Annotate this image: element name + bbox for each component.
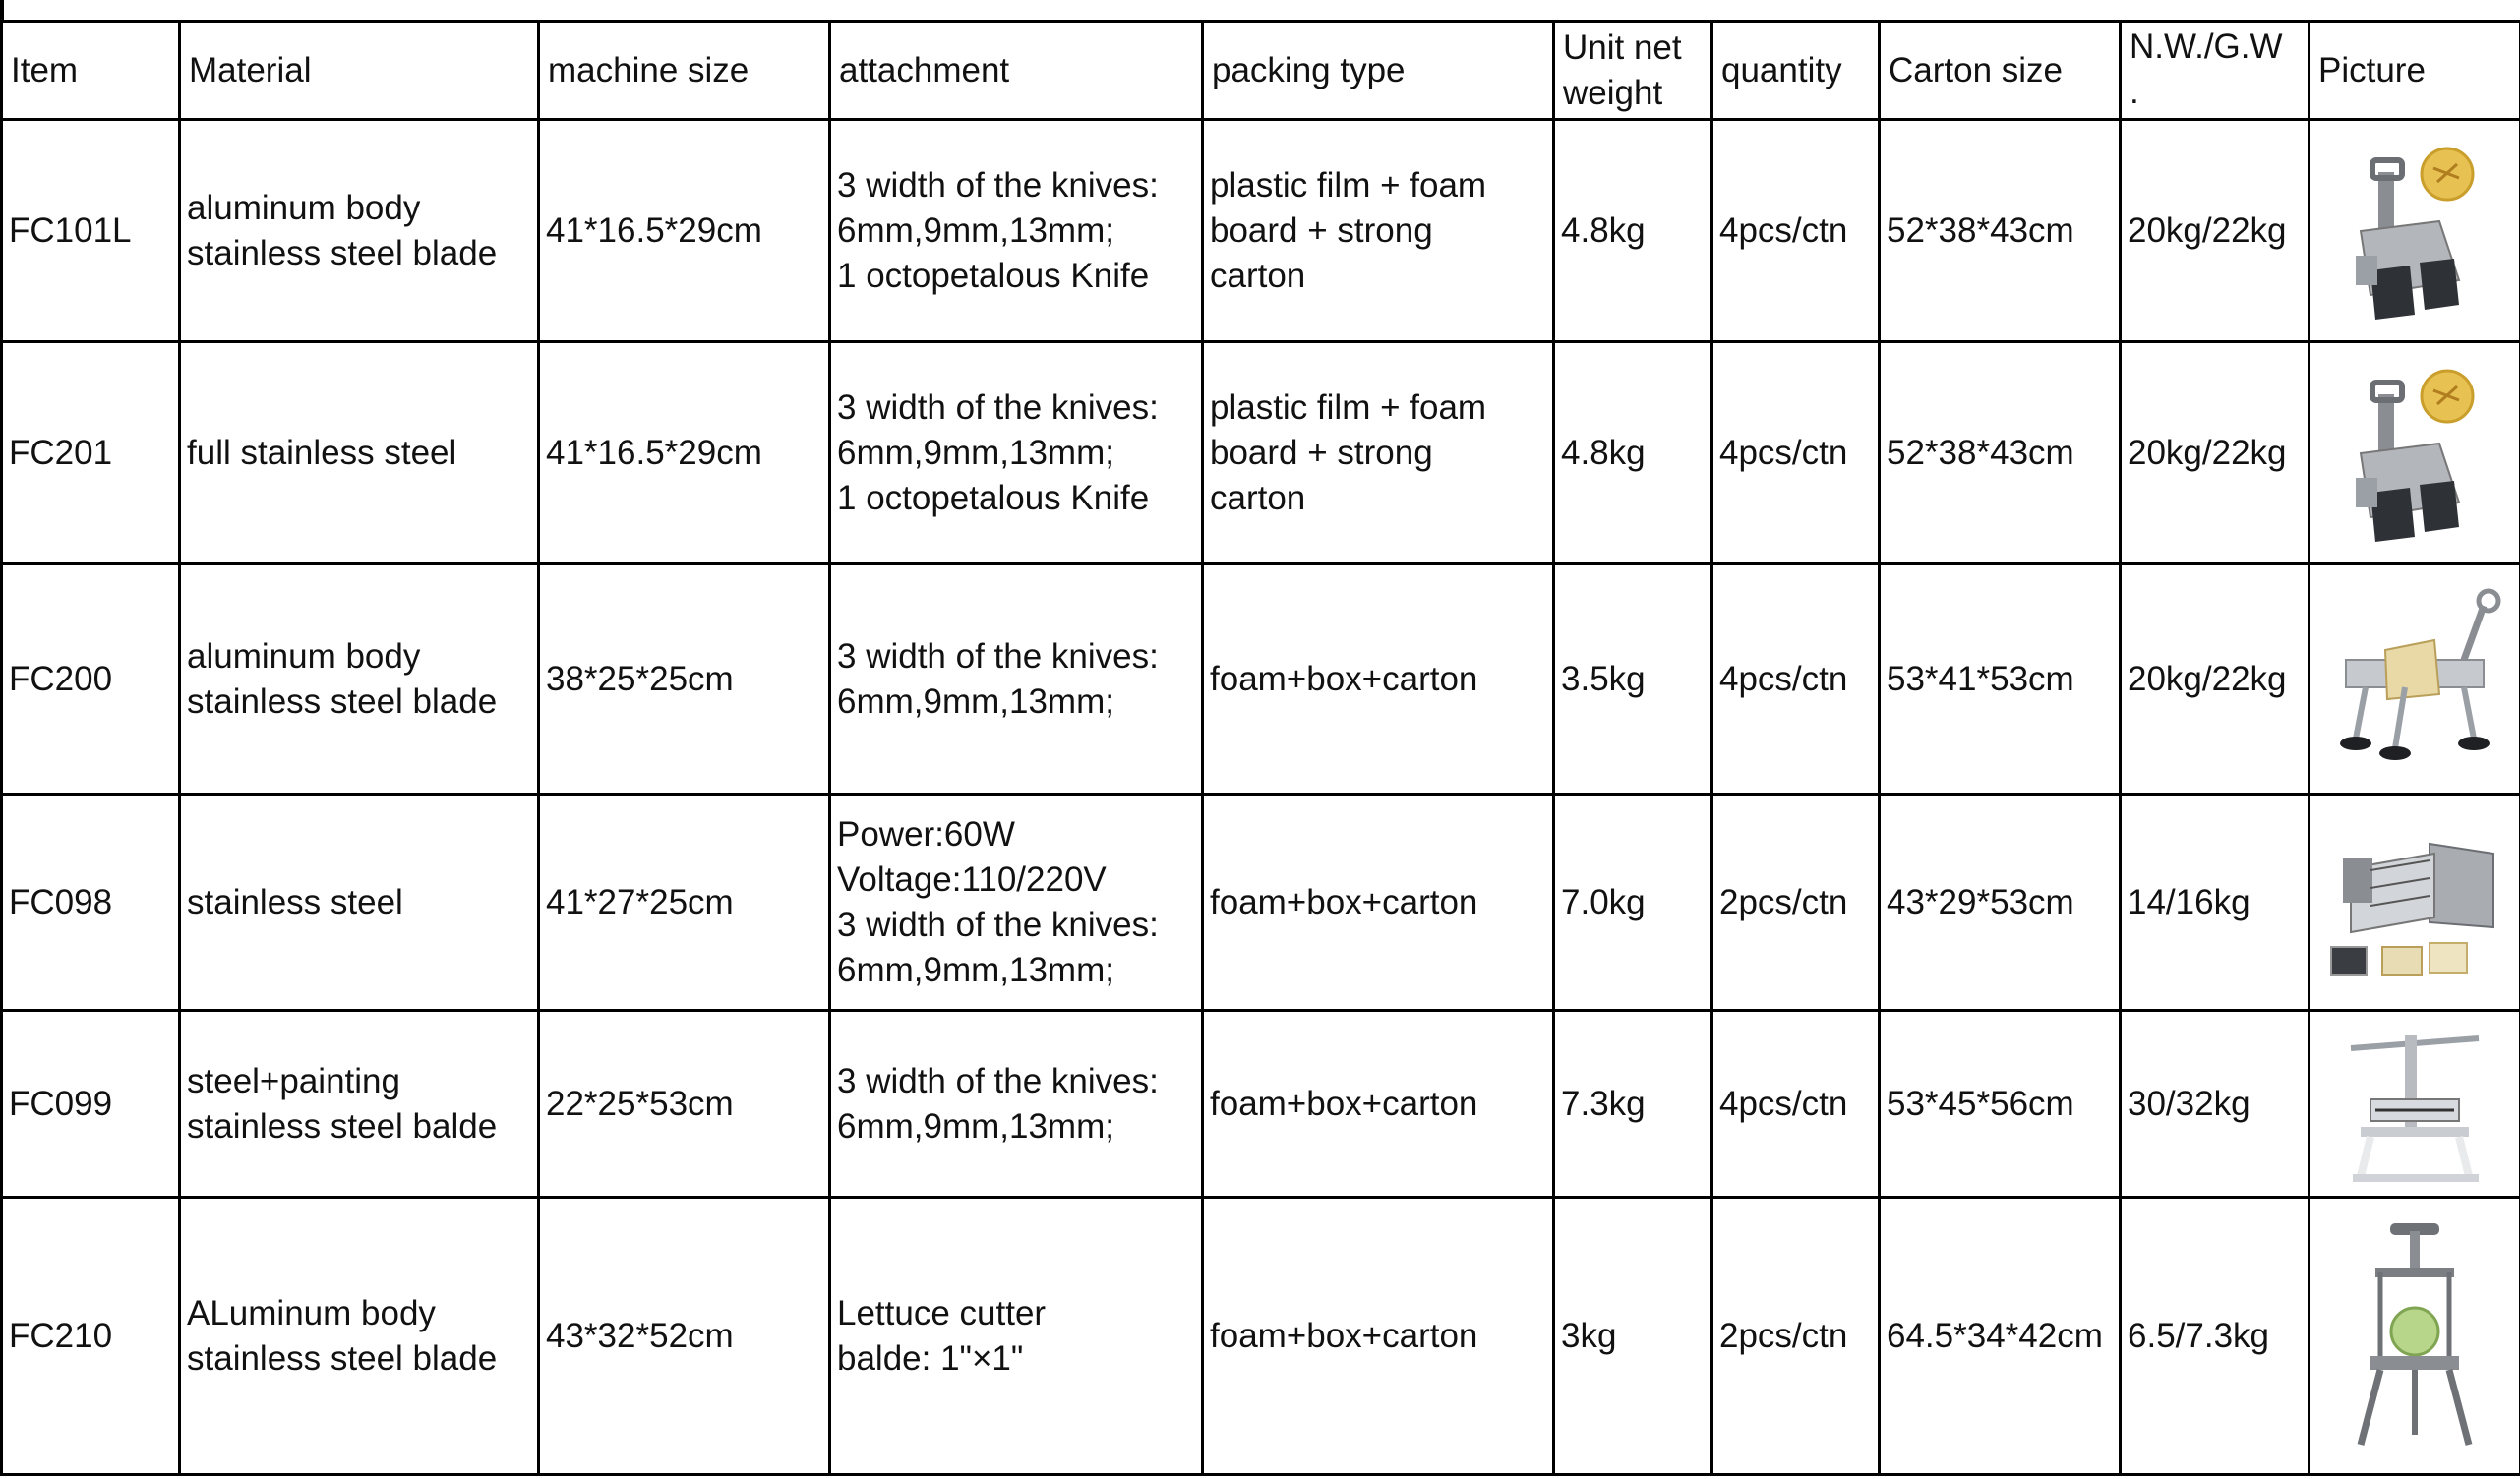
cell-attachment: 3 width of the knives: 6mm,9mm,13mm; 1 octopetalous Knife: [830, 120, 1203, 342]
table-row: [2, 120, 2520, 342]
cell-item: FC098: [2, 795, 180, 1011]
cell-quantity: 2pcs/ctn: [1712, 1198, 1880, 1475]
table-row: [2, 342, 2520, 564]
header-quantity: quantity: [1712, 22, 1880, 120]
cell-carton-size: 53*41*53cm: [1880, 564, 2121, 795]
cell-unit-net-weight: 4.8kg: [1554, 342, 1712, 564]
cell-quantity: 4pcs/ctn: [1712, 1011, 1880, 1198]
header-material: Material: [180, 22, 539, 120]
cell-packing-type: foam+box+carton: [1203, 564, 1554, 795]
header-picture: Picture: [2310, 22, 2520, 120]
cell-attachment: 3 width of the knives: 6mm,9mm,13mm; 1 octopetalous Knife: [830, 342, 1203, 564]
cell-packing-type: foam+box+carton: [1203, 1198, 1554, 1475]
cell-picture: [2310, 342, 2520, 564]
cell-packing-type: plastic film + foam board + strong carton: [1203, 120, 1554, 342]
header-nw-gw: N.W./G.W .: [2121, 22, 2310, 120]
vertical-fry-cutter-icon: [2331, 1021, 2498, 1188]
cell-carton-size: 43*29*53cm: [1880, 795, 2121, 1011]
horizontal-fry-cutter-icon: [2326, 581, 2503, 778]
cell-material: full stainless steel: [180, 342, 539, 564]
cell-packing-type: plastic film + foam board + strong carton: [1203, 342, 1554, 564]
cell-material: steel+painting stainless steel balde: [180, 1011, 539, 1198]
fry-cutter-with-fries-icon: [2331, 133, 2498, 329]
cell-carton-size: 52*38*43cm: [1880, 120, 2121, 342]
table-row: [2, 795, 2520, 1011]
table-row: [2, 564, 2520, 795]
cell-machine-size: 38*25*25cm: [539, 564, 830, 795]
cell-carton-size: 52*38*43cm: [1880, 342, 2121, 564]
cell-quantity: 4pcs/ctn: [1712, 120, 1880, 342]
cell-nw-gw: 20kg/22kg: [2121, 120, 2310, 342]
cell-nw-gw: 14/16kg: [2121, 795, 2310, 1011]
cell-unit-net-weight: 3kg: [1554, 1198, 1712, 1475]
cell-attachment: Lettuce cutter balde: 1"×1": [830, 1198, 1203, 1475]
cell-unit-net-weight: 7.3kg: [1554, 1011, 1712, 1198]
cell-item: FC099: [2, 1011, 180, 1198]
cell-picture: [2310, 564, 2520, 795]
cell-carton-size: 64.5*34*42cm: [1880, 1198, 2121, 1475]
cell-picture: [2310, 120, 2520, 342]
page-top-rule: [0, 0, 4, 22]
electric-fry-cutter-icon: [2321, 809, 2508, 996]
cell-packing-type: foam+box+carton: [1203, 795, 1554, 1011]
cell-machine-size: 41*16.5*29cm: [539, 342, 830, 564]
cell-machine-size: 43*32*52cm: [539, 1198, 830, 1475]
cell-material: aluminum body stainless steel blade: [180, 564, 539, 795]
cell-attachment: 3 width of the knives: 6mm,9mm,13mm;: [830, 1011, 1203, 1198]
cell-machine-size: 22*25*53cm: [539, 1011, 830, 1198]
lettuce-cutter-icon: [2341, 1213, 2489, 1459]
header-carton-size: Carton size: [1880, 22, 2121, 120]
product-spec-table: [0, 20, 2520, 1476]
table-row: [2, 1198, 2520, 1475]
fry-cutter-with-fries-icon: [2331, 355, 2498, 552]
cell-picture: [2310, 1011, 2520, 1198]
cell-material: aluminum body stainless steel blade: [180, 120, 539, 342]
cell-attachment: Power:60W Voltage:110/220V 3 width of the knives: 6mm,9mm,13mm;: [830, 795, 1203, 1011]
cell-item: FC101L: [2, 120, 180, 342]
cell-material: stainless steel: [180, 795, 539, 1011]
cell-carton-size: 53*45*56cm: [1880, 1011, 2121, 1198]
table-row: [2, 1011, 2520, 1198]
header-unit-net-weight: Unit net weight: [1554, 22, 1712, 120]
cell-material: ALuminum body stainless steel blade: [180, 1198, 539, 1475]
cell-machine-size: 41*27*25cm: [539, 795, 830, 1011]
cell-quantity: 2pcs/ctn: [1712, 795, 1880, 1011]
cell-nw-gw: 6.5/7.3kg: [2121, 1198, 2310, 1475]
cell-item: FC200: [2, 564, 180, 795]
header-item: Item: [2, 22, 180, 120]
header-attachment: attachment: [830, 22, 1203, 120]
cell-item: FC201: [2, 342, 180, 564]
cell-nw-gw: 30/32kg: [2121, 1011, 2310, 1198]
cell-nw-gw: 20kg/22kg: [2121, 564, 2310, 795]
cell-nw-gw: 20kg/22kg: [2121, 342, 2310, 564]
header-packing-type: packing type: [1203, 22, 1554, 120]
cell-attachment: 3 width of the knives: 6mm,9mm,13mm;: [830, 564, 1203, 795]
cell-item: FC210: [2, 1198, 180, 1475]
cell-packing-type: foam+box+carton: [1203, 1011, 1554, 1198]
cell-quantity: 4pcs/ctn: [1712, 564, 1880, 795]
cell-unit-net-weight: 4.8kg: [1554, 120, 1712, 342]
cell-machine-size: 41*16.5*29cm: [539, 120, 830, 342]
header-row: [2, 22, 2520, 120]
cell-unit-net-weight: 7.0kg: [1554, 795, 1712, 1011]
cell-picture: [2310, 1198, 2520, 1475]
cell-unit-net-weight: 3.5kg: [1554, 564, 1712, 795]
cell-picture: [2310, 795, 2520, 1011]
cell-quantity: 4pcs/ctn: [1712, 342, 1880, 564]
header-machine-size: machine size: [539, 22, 830, 120]
